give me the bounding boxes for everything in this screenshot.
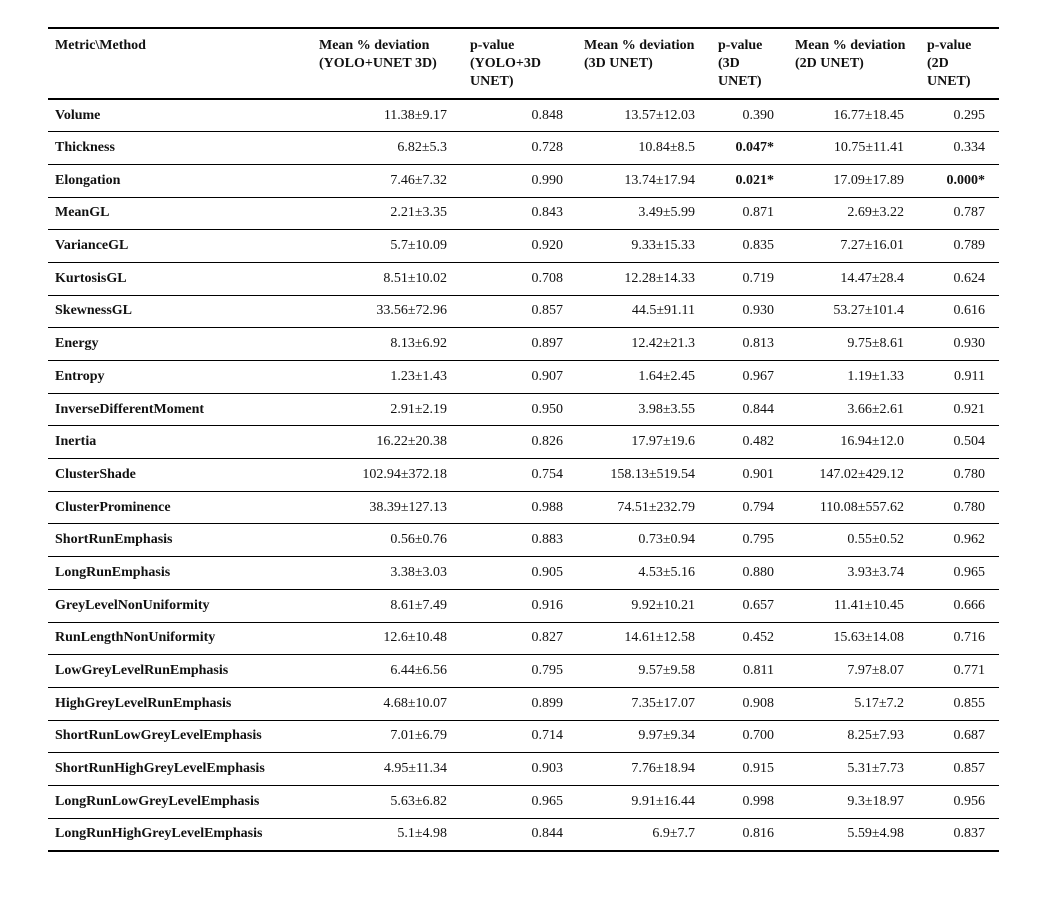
unet2d-mean-cell: 16.94±12.0	[840, 434, 904, 450]
metric-name-cell: GreyLevelNonUniformity	[55, 597, 210, 613]
table-header	[48, 28, 999, 99]
table-row	[48, 589, 999, 622]
table-row	[48, 426, 999, 459]
unet3d-mean-cell: 6.9±7.7	[652, 826, 695, 842]
unet3d-p-value-cell: 0.811	[743, 663, 774, 679]
unet2d-p-value-cell: 0.616	[953, 303, 985, 319]
metric-name-cell: ClusterShade	[55, 466, 136, 482]
yolo-unet3d-p-value-cell: 0.965	[531, 793, 563, 809]
metric-name-cell: Energy	[55, 336, 99, 352]
unet3d-mean-cell: 9.57±9.58	[638, 663, 695, 679]
header-unet3d-p-value: p-value (3D UNET)	[718, 38, 763, 89]
unet3d-p-value-cell: 0.871	[742, 205, 774, 221]
unet3d-p-value-cell: 0.813	[742, 336, 774, 352]
yolo-unet3d-p-value-cell: 0.916	[531, 597, 563, 613]
unet2d-p-value-cell: 0.771	[953, 663, 985, 679]
unet3d-p-value-cell: 0.719	[742, 270, 774, 286]
metric-name-cell: LowGreyLevelRunEmphasis	[55, 663, 229, 679]
header-unet2d-mean-deviation: Mean % deviation (2D UNET)	[795, 38, 906, 71]
unet3d-mean-cell: 1.64±2.45	[638, 368, 695, 384]
metric-name-cell: ShortRunEmphasis	[55, 532, 173, 548]
unet2d-p-value-cell: 0.956	[953, 793, 985, 809]
yolo-unet3d-mean-cell: 7.46±7.32	[390, 172, 447, 188]
unet3d-mean-cell: 158.13±519.54	[610, 466, 695, 482]
yolo-unet3d-mean-cell: 1.23±1.43	[390, 368, 447, 384]
yolo-unet3d-mean-cell: 8.13±6.92	[390, 336, 447, 352]
metric-name-cell: LongRunHighGreyLevelEmphasis	[55, 826, 263, 842]
unet2d-mean-cell: 9.3±18.97	[847, 793, 904, 809]
metric-name-cell: Elongation	[55, 172, 121, 188]
yolo-unet3d-mean-cell: 2.21±3.35	[390, 205, 447, 221]
table-row	[48, 132, 999, 165]
metric-name-cell: Volume	[55, 107, 101, 123]
metric-name-cell: LongRunEmphasis	[55, 564, 171, 580]
yolo-unet3d-mean-cell: 33.56±72.96	[376, 303, 447, 319]
yolo-unet3d-mean-cell: 5.1±4.98	[397, 826, 447, 842]
unet2d-p-value-cell: 0.780	[953, 499, 985, 515]
results-table-container	[48, 27, 999, 852]
table-row	[48, 818, 999, 851]
yolo-unet3d-mean-cell: 3.38±3.03	[390, 564, 447, 580]
table-body	[48, 99, 999, 851]
yolo-unet3d-mean-cell: 8.51±10.02	[383, 270, 447, 286]
unet2d-mean-cell: 0.55±0.52	[847, 532, 904, 548]
unet2d-mean-cell: 147.02±429.12	[819, 466, 904, 482]
yolo-unet3d-p-value-cell: 0.754	[531, 466, 563, 482]
unet2d-mean-cell: 15.63±14.08	[833, 630, 904, 646]
unet3d-p-value-cell: 0.390	[742, 107, 774, 123]
table-row	[48, 197, 999, 230]
unet2d-p-value-cell: 0.000*	[946, 172, 985, 188]
unet2d-p-value-cell: 0.837	[953, 826, 985, 842]
unet3d-p-value-cell: 0.915	[742, 761, 774, 777]
unet3d-p-value-cell: 0.816	[742, 826, 774, 842]
unet3d-p-value-cell: 0.700	[742, 728, 774, 744]
unet3d-mean-cell: 9.97±9.34	[638, 728, 695, 744]
unet2d-mean-cell: 17.09±17.89	[833, 172, 904, 188]
yolo-unet3d-p-value-cell: 0.907	[531, 368, 563, 384]
unet2d-mean-cell: 11.41±10.45	[833, 597, 904, 613]
metric-name-cell: Inertia	[55, 434, 97, 450]
yolo-unet3d-mean-cell: 38.39±127.13	[369, 499, 447, 515]
unet3d-mean-cell: 10.84±8.5	[638, 140, 695, 156]
yolo-unet3d-mean-cell: 12.6±10.48	[383, 630, 447, 646]
unet3d-mean-cell: 13.74±17.94	[624, 172, 695, 188]
unet3d-mean-cell: 3.98±3.55	[638, 401, 695, 417]
unet2d-mean-cell: 3.93±3.74	[847, 564, 904, 580]
yolo-unet3d-p-value-cell: 0.714	[531, 728, 563, 744]
unet3d-p-value-cell: 0.021*	[735, 172, 774, 188]
table-row	[48, 459, 999, 492]
unet2d-p-value-cell: 0.857	[953, 761, 985, 777]
yolo-unet3d-mean-cell: 5.7±10.09	[390, 238, 447, 254]
unet3d-mean-cell: 44.5±91.11	[631, 303, 695, 319]
unet2d-p-value-cell: 0.780	[953, 466, 985, 482]
unet3d-mean-cell: 14.61±12.58	[624, 630, 695, 646]
table-row	[48, 687, 999, 720]
unet2d-mean-cell: 7.27±16.01	[840, 238, 904, 254]
unet2d-mean-cell: 9.75±8.61	[847, 336, 904, 352]
unet2d-mean-cell: 5.17±7.2	[854, 695, 904, 711]
yolo-unet3d-p-value-cell: 0.826	[531, 434, 563, 450]
yolo-unet3d-mean-cell: 0.56±0.76	[390, 532, 447, 548]
yolo-unet3d-p-value-cell: 0.795	[531, 663, 563, 679]
unet2d-p-value-cell: 0.787	[953, 205, 985, 221]
unet2d-mean-cell: 110.08±557.62	[819, 499, 904, 515]
unet3d-p-value-cell: 0.657	[742, 597, 774, 613]
unet2d-p-value-cell: 0.911	[954, 368, 985, 384]
yolo-unet3d-mean-cell: 2.91±2.19	[390, 401, 447, 417]
unet2d-mean-cell: 2.69±3.22	[847, 205, 904, 221]
unet2d-p-value-cell: 0.921	[953, 401, 985, 417]
table-row	[48, 655, 999, 688]
table-row	[48, 361, 999, 394]
unet3d-p-value-cell: 0.967	[742, 368, 774, 384]
unet2d-mean-cell: 53.27±101.4	[833, 303, 904, 319]
unet3d-p-value-cell: 0.794	[742, 499, 774, 515]
unet2d-mean-cell: 14.47±28.4	[840, 270, 904, 286]
yolo-unet3d-p-value-cell: 0.827	[531, 630, 563, 646]
yolo-unet3d-p-value-cell: 0.905	[531, 564, 563, 580]
results-table	[48, 27, 999, 852]
unet3d-p-value-cell: 0.930	[742, 303, 774, 319]
metric-name-cell: Thickness	[55, 140, 115, 156]
unet3d-mean-cell: 17.97±19.6	[631, 434, 695, 450]
unet2d-mean-cell: 1.19±1.33	[847, 368, 904, 384]
table-row	[48, 262, 999, 295]
table-row	[48, 524, 999, 557]
unet3d-p-value-cell: 0.901	[742, 466, 774, 482]
header-yolo-unet3d-p-value: p-value (YOLO+3D UNET)	[470, 38, 541, 89]
yolo-unet3d-mean-cell: 4.95±11.34	[383, 761, 447, 777]
metric-name-cell: MeanGL	[55, 205, 110, 221]
metric-name-cell: VarianceGL	[55, 238, 129, 254]
metric-name-cell: InverseDifferentMoment	[55, 401, 205, 417]
unet3d-mean-cell: 74.51±232.79	[617, 499, 695, 515]
unet3d-mean-cell: 0.73±0.94	[638, 532, 695, 548]
unet3d-p-value-cell: 0.047*	[735, 140, 774, 156]
unet2d-p-value-cell: 0.504	[953, 434, 985, 450]
unet3d-p-value-cell: 0.998	[742, 793, 774, 809]
yolo-unet3d-p-value-cell: 0.903	[531, 761, 563, 777]
yolo-unet3d-p-value-cell: 0.728	[531, 140, 563, 156]
yolo-unet3d-p-value-cell: 0.990	[531, 172, 563, 188]
unet3d-mean-cell: 12.28±14.33	[624, 270, 695, 286]
table-row	[48, 785, 999, 818]
yolo-unet3d-p-value-cell: 0.843	[531, 205, 563, 221]
unet2d-p-value-cell: 0.930	[953, 336, 985, 352]
unet3d-mean-cell: 7.76±18.94	[631, 761, 695, 777]
metric-name-cell: ShortRunHighGreyLevelEmphasis	[55, 761, 265, 777]
yolo-unet3d-p-value-cell: 0.848	[531, 107, 563, 123]
table-row	[48, 557, 999, 590]
unet2d-p-value-cell: 0.716	[953, 630, 985, 646]
yolo-unet3d-p-value-cell: 0.897	[531, 336, 563, 352]
table-row	[48, 491, 999, 524]
unet2d-p-value-cell: 0.334	[953, 140, 985, 156]
unet2d-mean-cell: 8.25±7.93	[847, 728, 904, 744]
unet3d-mean-cell: 4.53±5.16	[638, 564, 695, 580]
yolo-unet3d-mean-cell: 11.38±9.17	[383, 107, 447, 123]
yolo-unet3d-p-value-cell: 0.920	[531, 238, 563, 254]
yolo-unet3d-p-value-cell: 0.844	[531, 826, 563, 842]
unet2d-p-value-cell: 0.666	[953, 597, 985, 613]
unet3d-mean-cell: 9.91±16.44	[631, 793, 695, 809]
table-row	[48, 99, 999, 132]
header-yolo-unet3d-mean-deviation: Mean % deviation (YOLO+UNET 3D)	[319, 38, 437, 71]
metric-name-cell: Entropy	[55, 368, 105, 384]
unet3d-mean-cell: 7.35±17.07	[631, 695, 695, 711]
table-row	[48, 164, 999, 197]
yolo-unet3d-mean-cell: 6.44±6.56	[390, 663, 447, 679]
yolo-unet3d-p-value-cell: 0.899	[531, 695, 563, 711]
metric-name-cell: KurtosisGL	[55, 270, 127, 286]
yolo-unet3d-p-value-cell: 0.857	[531, 303, 563, 319]
metric-name-cell: RunLengthNonUniformity	[55, 630, 216, 646]
table-row	[48, 328, 999, 361]
unet2d-mean-cell: 3.66±2.61	[847, 401, 904, 417]
yolo-unet3d-mean-cell: 16.22±20.38	[376, 434, 447, 450]
yolo-unet3d-mean-cell: 7.01±6.79	[390, 728, 447, 744]
table-row	[48, 393, 999, 426]
unet3d-p-value-cell: 0.880	[742, 564, 774, 580]
yolo-unet3d-p-value-cell: 0.883	[531, 532, 563, 548]
unet3d-mean-cell: 12.42±21.3	[631, 336, 695, 352]
unet3d-p-value-cell: 0.835	[742, 238, 774, 254]
header-unet3d-mean-deviation: Mean % deviation (3D UNET)	[584, 38, 695, 71]
table-row	[48, 720, 999, 753]
yolo-unet3d-p-value-cell: 0.950	[531, 401, 563, 417]
header-row	[48, 28, 999, 99]
unet2d-p-value-cell: 0.687	[953, 728, 985, 744]
unet2d-mean-cell: 7.97±8.07	[847, 663, 904, 679]
yolo-unet3d-mean-cell: 8.61±7.49	[390, 597, 447, 613]
metric-name-cell: ClusterProminence	[55, 499, 171, 515]
unet3d-p-value-cell: 0.908	[742, 695, 774, 711]
metric-name-cell: SkewnessGL	[55, 303, 133, 319]
table-row	[48, 753, 999, 786]
unet2d-p-value-cell: 0.295	[953, 107, 985, 123]
unet2d-p-value-cell: 0.624	[953, 270, 985, 286]
yolo-unet3d-p-value-cell: 0.708	[531, 270, 563, 286]
unet2d-mean-cell: 16.77±18.45	[833, 107, 904, 123]
unet3d-mean-cell: 13.57±12.03	[624, 107, 695, 123]
header-unet2d-p-value: p-value (2D UNET)	[927, 38, 972, 89]
table-row	[48, 230, 999, 263]
unet2d-mean-cell: 10.75±11.41	[833, 140, 904, 156]
unet3d-p-value-cell: 0.795	[742, 532, 774, 548]
unet2d-p-value-cell: 0.789	[953, 238, 985, 254]
unet2d-mean-cell: 5.31±7.73	[847, 761, 904, 777]
unet3d-mean-cell: 3.49±5.99	[638, 205, 695, 221]
yolo-unet3d-mean-cell: 102.94±372.18	[362, 466, 447, 482]
metric-name-cell: LongRunLowGreyLevelEmphasis	[55, 793, 260, 809]
yolo-unet3d-mean-cell: 6.82±5.3	[397, 140, 447, 156]
yolo-unet3d-mean-cell: 5.63±6.82	[390, 793, 447, 809]
metric-name-cell: ShortRunLowGreyLevelEmphasis	[55, 728, 262, 744]
header-metric-method: Metric\Method	[55, 38, 146, 53]
yolo-unet3d-mean-cell: 4.68±10.07	[383, 695, 447, 711]
unet3d-p-value-cell: 0.452	[742, 630, 774, 646]
table-row	[48, 295, 999, 328]
metric-name-cell: HighGreyLevelRunEmphasis	[55, 695, 232, 711]
table-row	[48, 622, 999, 655]
unet2d-mean-cell: 5.59±4.98	[847, 826, 904, 842]
unet3d-mean-cell: 9.33±15.33	[631, 238, 695, 254]
unet3d-p-value-cell: 0.482	[742, 434, 774, 450]
unet3d-p-value-cell: 0.844	[742, 401, 774, 417]
yolo-unet3d-p-value-cell: 0.988	[531, 499, 563, 515]
unet2d-p-value-cell: 0.855	[953, 695, 985, 711]
unet2d-p-value-cell: 0.962	[953, 532, 985, 548]
unet3d-mean-cell: 9.92±10.21	[631, 597, 695, 613]
unet2d-p-value-cell: 0.965	[953, 564, 985, 580]
